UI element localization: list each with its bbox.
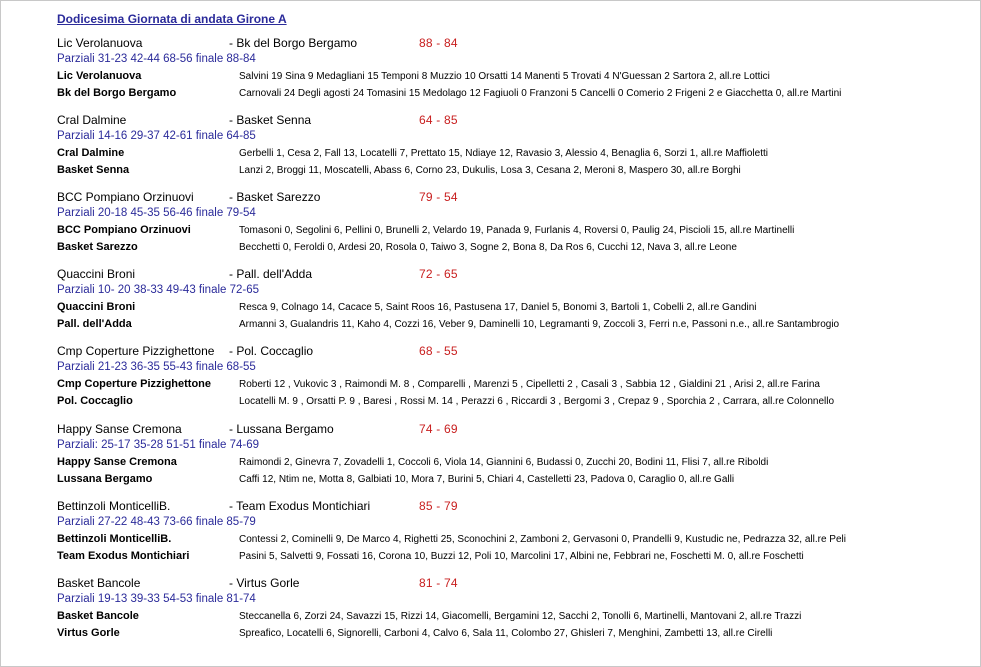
match-header: [57, 188, 957, 205]
team-name: BCC Pompiano Orzinuovi: [57, 224, 191, 236]
match-header: [57, 574, 957, 591]
team-name: Lussana Bergamo: [57, 473, 153, 485]
player-list: Lanzi 2, Broggi 11, Moscatelli, Abass 6, Corno 23, Dukulis, Losa 3, Cesana 2, Meroni 8, Maspero 30, all.re Borghi: [239, 165, 741, 176]
player-list: Carnovali 24 Degli agosti 24 Tomasini 15 Medolago 12 Fagiuoli 0 Franzoni 5 Cancelli 0 Comerio 2 Frigeni 2 e Giacchetta 0, all.re Martini: [239, 88, 842, 99]
partial-scores-row: [57, 359, 957, 376]
home-team: Cral Dalmine: [57, 113, 127, 127]
partial-scores: Parziali 31-23 42-44 68-56 finale 88-84: [57, 53, 256, 65]
team-name: Quaccini Broni: [57, 301, 136, 313]
match-block: [57, 265, 957, 333]
match-header: [57, 342, 957, 359]
match-block: [57, 574, 957, 642]
final-score: 74 - 69: [419, 422, 458, 436]
page-title[interactable]: Dodicesima Giornata di andata Girone A: [57, 12, 287, 26]
team-row: [57, 316, 957, 333]
home-team: Bettinzoli MonticelliB.: [57, 499, 171, 513]
team-name: Bettinzoli MonticelliB.: [57, 533, 172, 545]
team-name: Happy Sanse Cremona: [57, 456, 177, 468]
partial-scores-row: [57, 51, 957, 68]
player-list: Gerbelli 1, Cesa 2, Fall 13, Locatelli 7, Prettato 15, Ndiaye 12, Ravasio 3, Alessio 4, Benaglia 6, Sorzi 1, all.re Maffioletti: [239, 148, 768, 159]
player-list: Steccanella 6, Zorzi 24, Savazzi 15, Rizzi 14, Giacomelli, Bergamini 12, Sacchi 2, Tonolli 6, Martinelli, Mantovani 2, all.re Trazzi: [239, 611, 802, 622]
final-score: 72 - 65: [419, 267, 458, 281]
away-team: - Lussana Bergamo: [229, 422, 334, 436]
partial-scores-row: [57, 205, 957, 222]
team-row: [57, 162, 957, 179]
team-row: [57, 299, 957, 316]
match-header: [57, 111, 957, 128]
partial-scores-row: [57, 437, 957, 454]
match-header: [57, 420, 957, 437]
partial-scores-row: [57, 282, 957, 299]
match-block: [57, 34, 957, 102]
player-list: Spreafico, Locatelli 6, Signorelli, Carboni 4, Calvo 6, Sala 11, Colombo 27, Ghisleri 7, Menghini, Zambetti 13, all.re Cirelli: [239, 628, 773, 639]
away-team: - Pol. Coccaglio: [229, 344, 314, 358]
final-score: 85 - 79: [419, 499, 458, 513]
team-name: Bk del Borgo Bergamo: [57, 87, 177, 99]
away-team: - Basket Sarezzo: [229, 190, 321, 204]
partial-scores-row: [57, 591, 957, 608]
final-score: 68 - 55: [419, 344, 458, 358]
team-row: [57, 376, 957, 393]
partial-scores: Parziali 19-13 39-33 54-53 finale 81-74: [57, 593, 256, 605]
player-list: Caffi 12, Ntim ne, Motta 8, Galbiati 10, Mora 7, Burini 5, Chiari 4, Castelletti 23, Padova 0, Caraglio 0, all.re Galli: [239, 474, 735, 485]
match-block: [57, 342, 957, 410]
away-team: - Team Exodus Montichiari: [229, 499, 371, 513]
final-score: 88 - 84: [419, 36, 458, 50]
team-name: Pol. Coccaglio: [57, 395, 133, 407]
team-name: Basket Senna: [57, 164, 130, 176]
team-row: [57, 222, 957, 239]
team-row: [57, 393, 957, 410]
team-row: [57, 625, 957, 642]
team-name: Virtus Gorle: [57, 627, 120, 639]
match-block: [57, 188, 957, 256]
team-row: [57, 608, 957, 625]
team-row: [57, 68, 957, 85]
team-name: Pall. dell'Adda: [57, 318, 132, 330]
team-name: Team Exodus Montichiari: [57, 550, 190, 562]
partial-scores-row: [57, 128, 957, 145]
home-team: Basket Bancole: [57, 576, 141, 590]
team-row: [57, 85, 957, 102]
away-team: - Basket Senna: [229, 113, 312, 127]
player-list: Tomasoni 0, Segolini 6, Pellini 0, Brunelli 2, Velardo 19, Panada 9, Furlanis 4, Roversi 0, Paulig 24, Piscioli 15, all.re Martinelli: [239, 225, 795, 236]
partial-scores: Parziali 10- 20 38-33 49-43 finale 72-65: [57, 284, 260, 296]
partial-scores-row: [57, 514, 957, 531]
partial-scores: Parziali: 25-17 35-28 51-51 finale 74-69: [57, 439, 260, 451]
team-row: [57, 471, 957, 488]
match-block: [57, 111, 957, 179]
home-team: Lic Verolanuova: [57, 36, 143, 50]
away-team: - Virtus Gorle: [229, 576, 300, 590]
away-team: - Pall. dell'Adda: [229, 267, 313, 281]
team-row: [57, 454, 957, 471]
final-score: 81 - 74: [419, 576, 458, 590]
player-list: Armanni 3, Gualandris 11, Kaho 4, Cozzi 16, Veber 9, Daminelli 10, Legramanti 9, Zoccoli 3, Ferri n.e, Passoni n.e., all.re Santambrogio: [239, 319, 840, 330]
home-team: Happy Sanse Cremona: [57, 422, 182, 436]
partial-scores: Parziali 21-23 36-35 55-43 finale 68-55: [57, 361, 256, 373]
player-list: Raimondi 2, Ginevra 7, Zovadelli 1, Coccoli 6, Viola 14, Giannini 6, Budassi 0, Zucchi 20, Bodini 11, Flisi 7, all.re Riboldi: [239, 457, 769, 468]
partial-scores: Parziali 20-18 45-35 56-46 finale 79-54: [57, 207, 256, 219]
player-list: Locatelli M. 9 , Orsatti P. 9 , Baresi , Rossi M. 14 , Perazzi 6 , Riccardi 3 , Bergomi 3 , Crepaz 9 , Sporchia 2 , Carrara, all.re Colonnello: [239, 396, 835, 407]
team-name: Basket Bancole: [57, 610, 139, 622]
final-score: 64 - 85: [419, 113, 458, 127]
team-row: [57, 531, 957, 548]
player-list: Roberti 12 , Vukovic 3 , Raimondi M. 8 , Comparelli , Marenzi 5 , Cipelletti 2 , Casali 3 , Sabbia 12 , Gialdini 21 , Arisi 2, all.re Farina: [239, 379, 820, 390]
team-name: Basket Sarezzo: [57, 241, 138, 253]
team-name: Cmp Coperture Pizzighettone: [57, 378, 212, 390]
match-block: [57, 497, 957, 565]
home-team: BCC Pompiano Orzinuovi: [57, 190, 194, 204]
player-list: Salvini 19 Sina 9 Medagliani 15 Temponi 8 Muzzio 10 Orsatti 14 Manenti 5 Trovati 4 N'Guessan 2 Sartora 2, all.re Lottici: [239, 71, 770, 82]
final-score: 79 - 54: [419, 190, 458, 204]
team-row: [57, 145, 957, 162]
match-header: [57, 34, 957, 51]
player-list: Resca 9, Colnago 14, Cacace 5, Saint Roos 16, Pastusena 17, Daniel 5, Bonomi 3, Bartoli 1, Cobelli 2, all.re Gandini: [239, 302, 757, 313]
team-row: [57, 548, 957, 565]
partial-scores: Parziali 27-22 48-43 73-66 finale 85-79: [57, 516, 256, 528]
match-block: [57, 420, 957, 488]
player-list: Becchetti 0, Feroldi 0, Ardesi 20, Rosola 0, Taiwo 3, Sogne 2, Bona 8, Da Ros 6, Cucchi 12, Nava 3, all.re Leone: [239, 242, 737, 253]
player-list: Pasini 5, Salvetti 9, Fossati 16, Corona 10, Buzzi 12, Poli 10, Marcolini 17, Albini ne, Febbrari ne, Foschetti M. 0, all.re Foschetti: [239, 551, 804, 562]
team-name: Lic Verolanuova: [57, 70, 142, 82]
away-team: - Bk del Borgo Bergamo: [229, 36, 358, 50]
match-header: [57, 497, 957, 514]
team-row: [57, 239, 957, 256]
home-team: Cmp Coperture Pizzighettone: [57, 344, 215, 358]
home-team: Quaccini Broni: [57, 267, 136, 281]
player-list: Contessi 2, Cominelli 9, De Marco 4, Righetti 25, Sconochini 2, Zamboni 2, Gervasoni 0, Prandelli 9, Kustudic ne, Pedrazza 32, all.re Peli: [239, 534, 846, 545]
match-header: [57, 265, 957, 282]
partial-scores: Parziali 14-16 29-37 42-61 finale 64-85: [57, 130, 256, 142]
team-name: Cral Dalmine: [57, 147, 125, 159]
